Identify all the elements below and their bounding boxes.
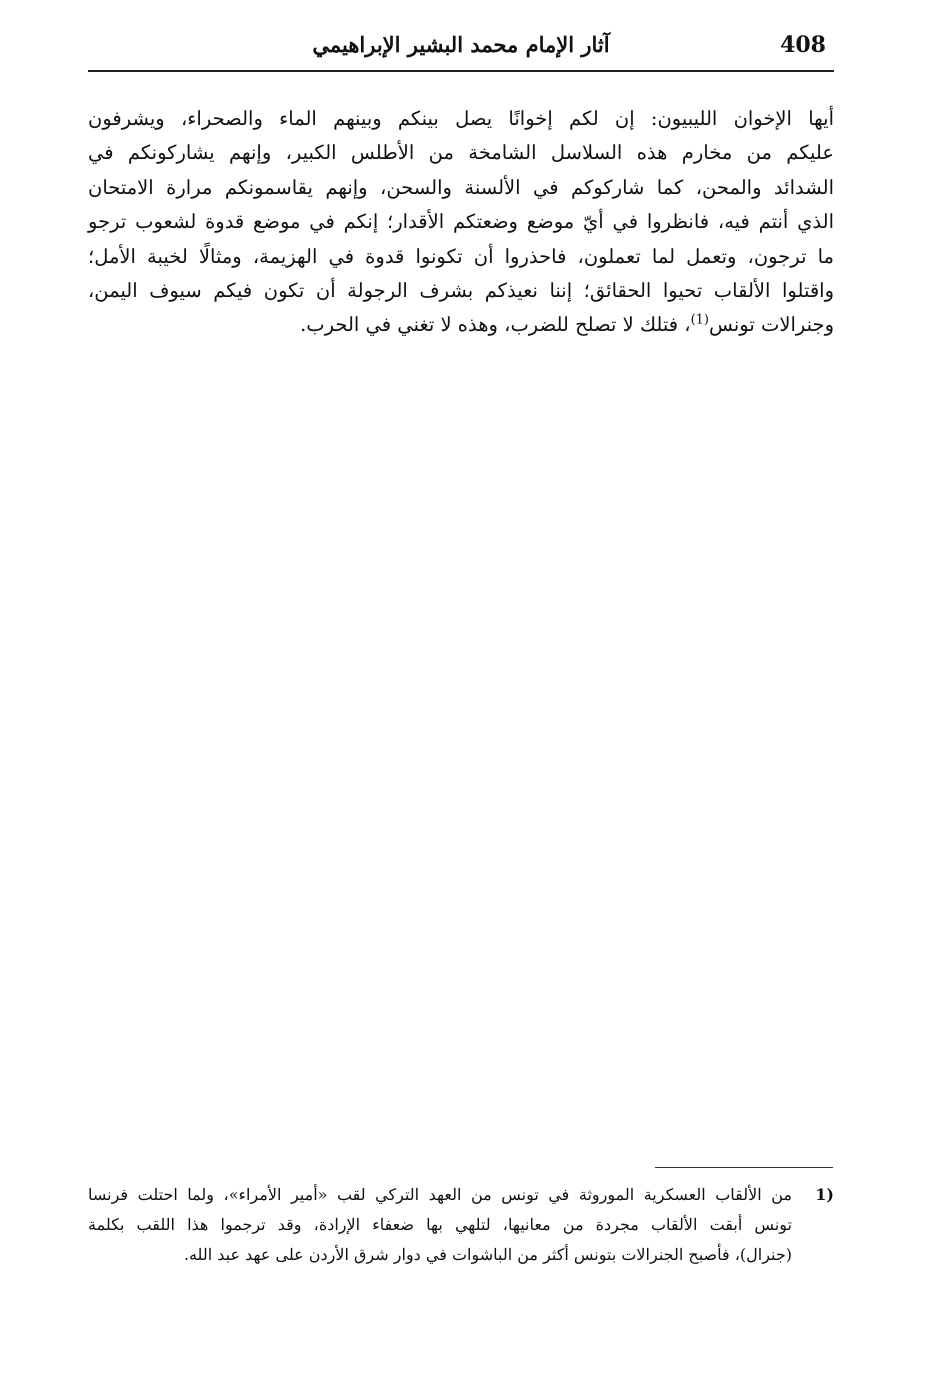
text-line: ما ترجون، وتعمل لما تعملون، فاحذروا أن تكونوا قدوة في الهزيمة، ومثالًا لخيبة الأمل؛ bbox=[88, 244, 834, 268]
last-line-end: ، فتلك لا تصلح للضرب، وهذه لا تغني في الحرب. bbox=[300, 313, 691, 337]
footnote bbox=[88, 1180, 834, 1270]
running-title: آثار الإمام محمد البشير الإبراهيمي bbox=[312, 32, 610, 57]
text-line: عليكم من مخارم هذه السلاسل الشامخة من الأطلس الكبير، وإنهم يشاركونكم في bbox=[88, 141, 834, 165]
footnote-separator bbox=[655, 1167, 833, 1168]
page-number: 408 bbox=[780, 32, 826, 58]
text-line: الشدائد والمحن، كما شاركوكم في الألسنة والسحن، وإنهم يقاسمونكم مرارة الامتحان bbox=[88, 175, 834, 199]
text-line: الذي أنتم فيه، فانظروا في أيّ موضع وضعتكم الأقدار؛ إنكم في موضع قدوة لشعوب ترجو bbox=[88, 210, 834, 234]
footnote-line: من الألقاب العسكرية الموروثة في تونس من العهد التركي لقب «أمير الأمراء»، ولما احتلت فرنسا bbox=[88, 1185, 792, 1204]
text-line-last bbox=[88, 308, 834, 342]
footnote-body bbox=[88, 1180, 792, 1270]
last-line-start: وجنرالات تونس bbox=[709, 313, 834, 337]
text-line: أيها الإخوان الليبيون: إن لكم إخوانًا يصل بينكم وبينهم الماء والصحراء، ويشرفون bbox=[88, 107, 834, 130]
footnote-reference: (1) bbox=[690, 312, 709, 328]
footnote-line: تونس أبقت الألقاب مجردة من معانيها، لتلهي بها ضعفاء الإرادة، وقد ترجموا هذا اللقب بكلمة bbox=[88, 1215, 792, 1234]
footnote-line: (جنرال)، فأصبح الجنرالات بتونس أكثر من الباشوات في دوار شرق الأردن على عهد عبد الله. bbox=[183, 1245, 792, 1264]
main-text bbox=[88, 102, 834, 343]
page-header bbox=[88, 30, 834, 72]
text-line: واقتلوا الألقاب تحيوا الحقائق؛ إننا نعيذكم بشرف الرجولة أن تكون فيكم سيوف اليمن، bbox=[88, 279, 834, 303]
footnote-marker: 1) bbox=[815, 1185, 834, 1204]
